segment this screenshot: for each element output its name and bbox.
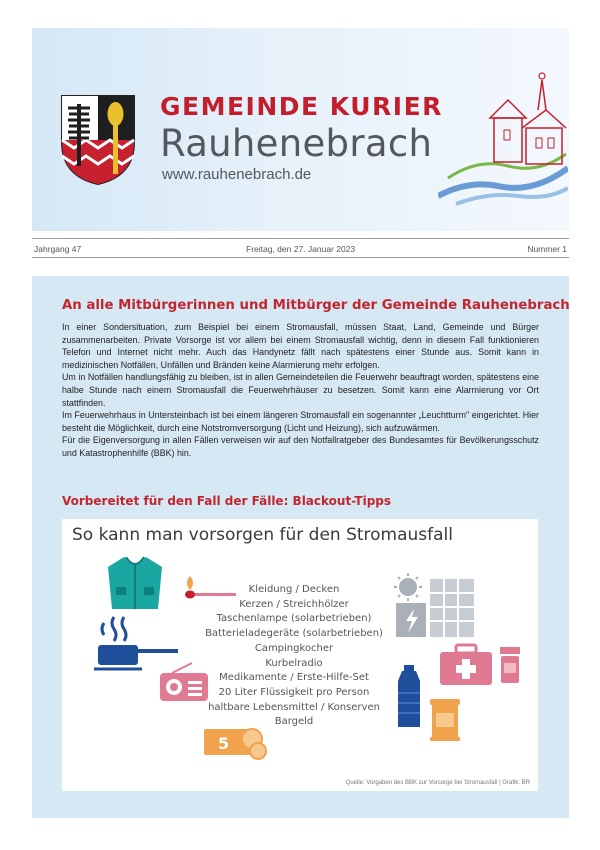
jacket-icon — [104, 553, 166, 613]
water-bottle-icon — [396, 663, 422, 729]
infographic-source: Quelle: Vorgaben des BBK zur Vorsorge bei Stromausfall | Grafik: BR — [345, 780, 530, 786]
list-item: Bargeld — [274, 716, 314, 728]
article-box — [32, 276, 569, 818]
list-item: Medikamente / Erste-Hilfe-Set — [219, 672, 369, 684]
banknote-value: 5 — [218, 734, 230, 753]
list-item: haltbare Lebensmittel / Konserven — [208, 701, 380, 713]
food-can-icon — [428, 697, 462, 743]
supply-list — [194, 583, 394, 730]
list-item: 20 Liter Flüssigkeit pro Person — [218, 686, 370, 698]
article-paragraph: Um in Notfällen handlungsfähig zu bleiben, ist in allen Gemeindeteilen die Feuerwehr beauftragt worden, spätestens eine halbe Stunde nach einem Stromausfall die Feuerwehrhäuser zu besetzen. Somit kann eine Alarmierung vor Ort stattfinden. — [62, 372, 539, 408]
medicine-jar-icon — [498, 645, 522, 685]
list-item: Kerzen / Streichhölzer — [239, 598, 349, 610]
article-body — [62, 321, 539, 460]
article-paragraph: In einer Sondersituation, zum Beispiel bei einem Stromausfall, müssen Staat, Land, Gemeinde und Bürger zusammenarbeiten. Private Vorsorge ist vor allem bei einem Stromausfall wichtig, denn in diesem Fall funktionieren Telefon und Internet nicht mehr. Auch das Handynetz fällt nach spätestens einer Stunde aus. Somit kann in medizinischen Notfällen, Unfällen und Bränden keine Alarmierung mehr erfolgen. — [62, 322, 539, 370]
list-item: Kleidung / Decken — [248, 584, 340, 595]
church-illustration-icon — [438, 58, 568, 208]
town-name: Rauhenebrach — [160, 122, 433, 165]
solar-panel-icon — [388, 571, 478, 641]
article-paragraph: Für die Eigenversorgung in allen Fällen verweisen wir auf den Notfallratgeber des Bundesamtes für Bevölkerungsschutz und Katastrophenhilfe (BBK) hin. — [62, 435, 539, 458]
list-item: Kurbelradio — [265, 657, 323, 669]
list-item: Batterieladegeräte (solarbetrieben) — [205, 628, 383, 640]
cash-icon — [202, 725, 274, 761]
website-link[interactable]: www.rauhenebrach.de — [162, 166, 312, 183]
issue-number: Nummer 1 — [527, 244, 567, 254]
article-subheadline: Vorbereitet für den Fall der Fälle: Blackout-Tipps — [62, 494, 392, 508]
article-paragraph: Im Feuerwehrhaus in Untersteinbach ist bei einem längeren Stromausfall ein sogenannter „Leuchtturm" eingerichtet. Hier besteht die Möglichkeit, durch eine Notstromversorgung (Licht und Heizung), sich aufzuwärmen. — [62, 410, 539, 433]
volume-label: Jahrgang 47 — [34, 244, 82, 254]
issue-date: Freitag, den 27. Januar 2023 — [246, 244, 356, 254]
coat-of-arms-icon — [60, 94, 136, 186]
list-item: Taschenlampe (solarbetrieben) — [216, 613, 372, 625]
blackout-infographic — [62, 519, 538, 791]
issue-info-bar — [32, 238, 569, 258]
first-aid-kit-icon — [438, 643, 494, 687]
newsletter-title: GEMEINDE KURIER — [160, 92, 443, 121]
infographic-title: So kann man vorsorgen für den Stromausfall — [72, 525, 454, 545]
article-headline: An alle Mitbürgerinnen und Mitbürger der Gemeinde Rauhenebrach — [62, 298, 570, 313]
list-item: Campingkocher — [254, 642, 334, 654]
masthead — [32, 28, 569, 231]
